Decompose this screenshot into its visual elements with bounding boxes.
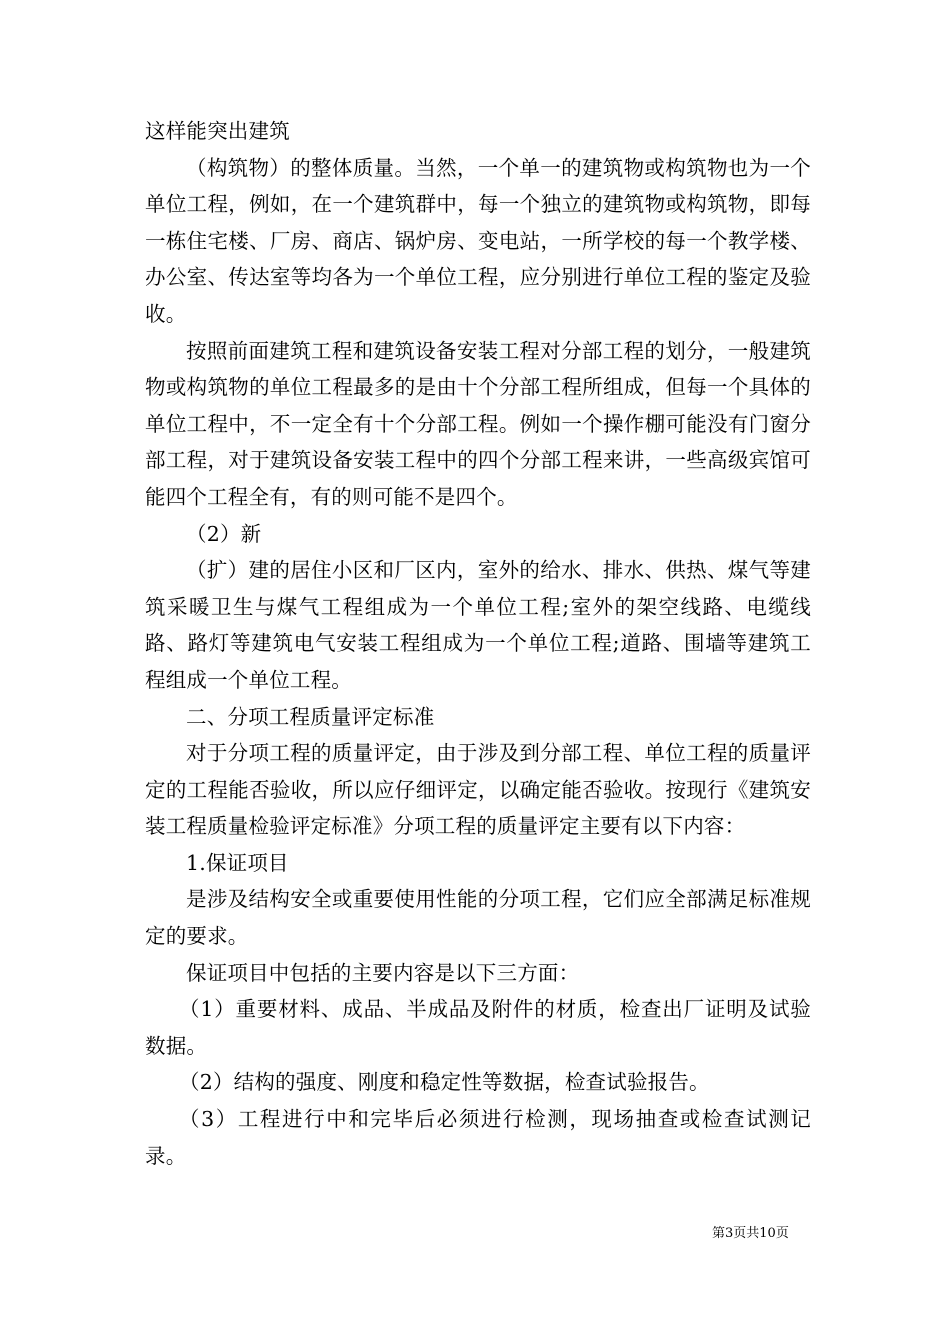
- list-item-2: （2）结构的强度、刚度和稳定性等数据，检查试验报告。: [179, 1070, 710, 1095]
- section-heading: 二、分项工程质量评定标准: [186, 704, 435, 729]
- list-item-1: （1）重要材料、成品、半成品及附件的材质，检查出厂证明及试验数据。: [145, 997, 811, 1058]
- list-item-3: （3）工程进行中和完毕后必须进行检测，现场抽查或检查试测记录。: [145, 1107, 811, 1168]
- paragraph-3: 按照前面建筑工程和建筑设备安装工程对分部工程的划分，一般建筑物或构筑物的单位工程最多的是由十个分部工程所组成，但每一个具体的单位工程中，不一定全有十个分部工程。例如一个操作棚可能没有门窗分部工程，对于建筑设备安装工程中的四个分部工程来讲，一些高级宾馆可能四个工程全有，有的则可能不是四个。: [145, 338, 811, 509]
- paragraph-4: （2）新: [186, 521, 262, 546]
- paragraph-7: 对于分项工程的质量评定，由于涉及到分部工程、单位工程的质量评定的工程能否验收，所以应仔细评定，以确定能否验收。按现行《建筑安装工程质量检验评定标准》分项工程的质量评定主要有以下内容：: [145, 741, 811, 839]
- subsection-heading: 1.保证项目: [186, 850, 289, 875]
- document-body: [145, 113, 811, 1174]
- paragraph-9: 是涉及结构安全或重要使用性能的分项工程，它们应全部满足标准规定的要求。: [145, 887, 811, 949]
- paragraph-1: 这样能突出建筑: [145, 119, 290, 143]
- paragraph-2: （构筑物）的整体质量。当然，一个单一的建筑物或构筑物也为一个单位工程，例如，在一个建筑群中，每一个独立的建筑物或构筑物，即每一栋住宅楼、厂房、商店、锅炉房、变电站，一所学校的每一个教学楼、办公室、传达室等均各为一个单位工程，应分别进行单位工程的鉴定及验收。: [145, 155, 811, 326]
- paragraph-5: （扩）建的居住小区和厂区内，室外的给水、排水、供热、煤气等建筑采暖卫生与煤气工程组成为一个单位工程;室外的架空线路、电缆线路、路灯等建筑电气安装工程组成为一个单位工程;道路、围墙等建筑工程组成一个单位工程。: [145, 558, 811, 692]
- paragraph-10: 保证项目中包括的主要内容是以下三方面：: [186, 960, 580, 985]
- page-number-label: 第3页共10页: [712, 1226, 789, 1241]
- page-number-footer: [712, 1226, 789, 1242]
